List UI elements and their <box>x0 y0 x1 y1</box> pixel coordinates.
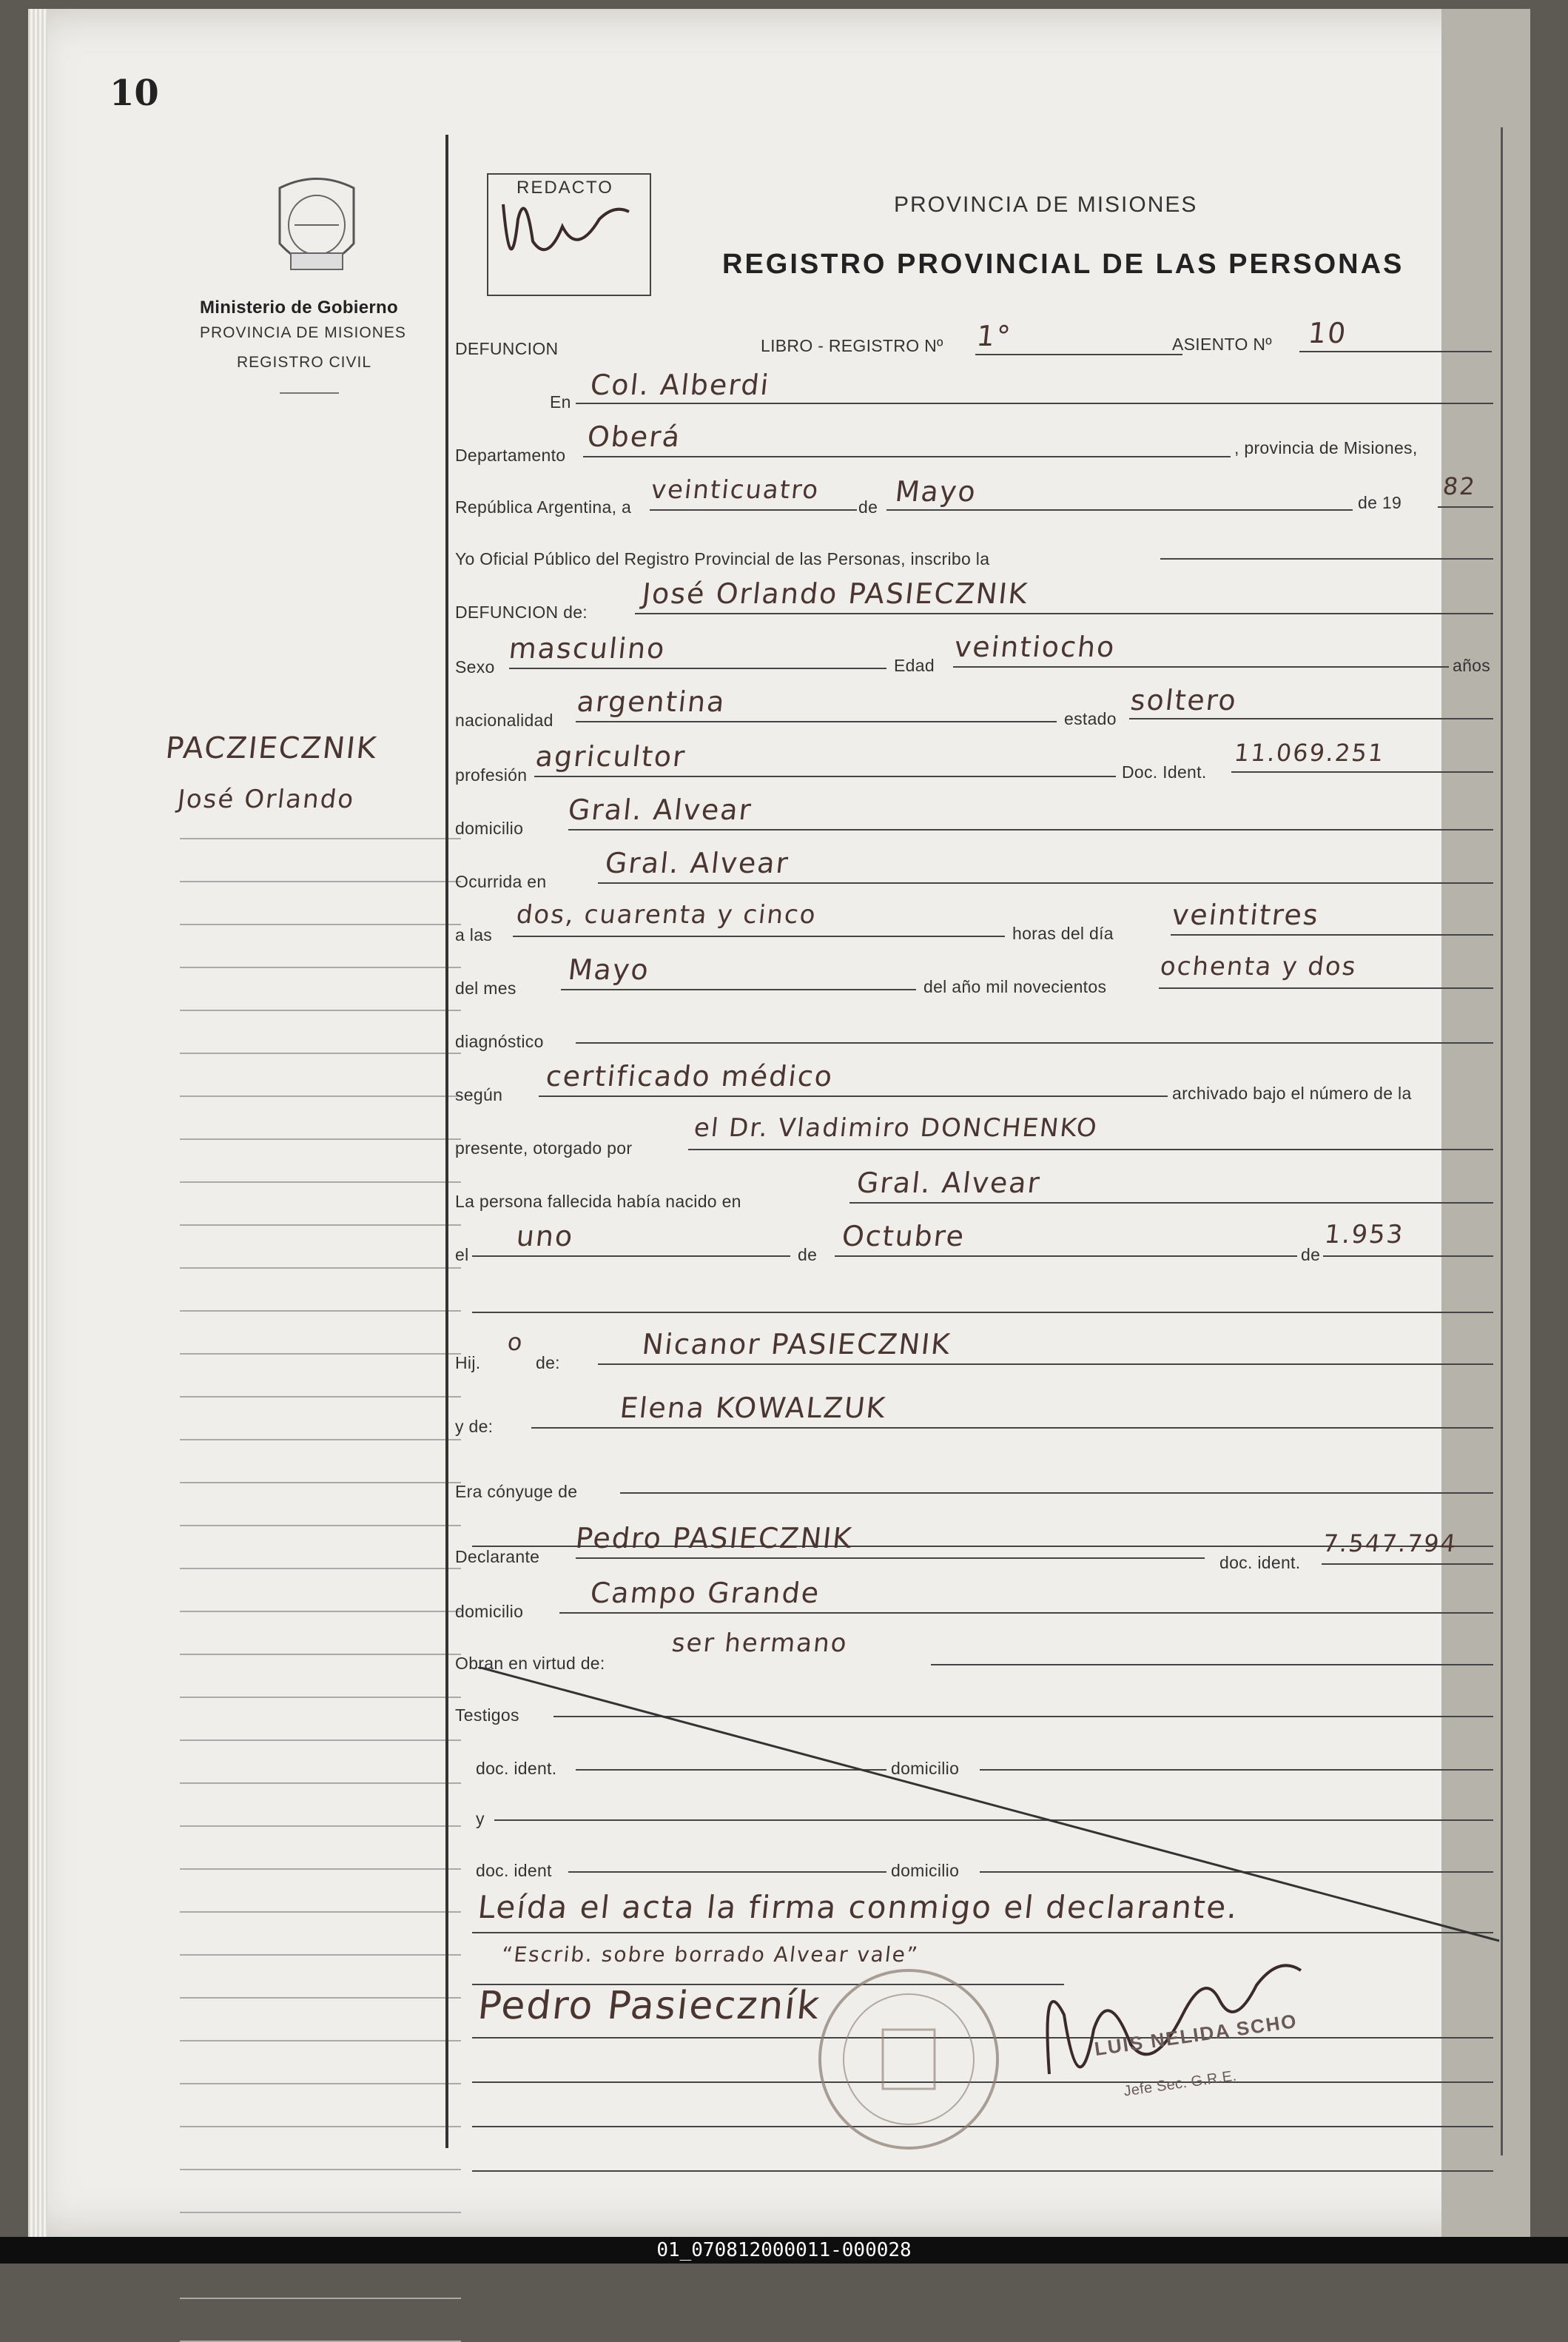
fill-line <box>598 882 1493 884</box>
act-type: DEFUNCION <box>455 339 559 358</box>
label-de-mes: de <box>858 497 878 517</box>
value-firma: Pedro Pasieczník <box>475 1984 824 2028</box>
official-stamp-text: LUIS NELIDA SCHO <box>1093 2009 1299 2061</box>
label-hij: Hij. <box>455 1353 481 1372</box>
value-declarante-domicilio: Campo Grande <box>588 1577 822 1609</box>
province-small: PROVINCIA DE MISIONES <box>200 324 406 341</box>
fill-line <box>513 936 1005 937</box>
margin-rule-line <box>180 1739 461 1741</box>
margin-rule-line <box>180 2298 461 2299</box>
margin-rule-line <box>180 1310 461 1312</box>
fill-line <box>620 1492 1493 1494</box>
label-diagnostico: diagnóstico <box>455 1032 544 1051</box>
fill-line <box>576 1557 1205 1559</box>
label-a-las: a las <box>455 925 493 944</box>
margin-rule-line <box>180 1095 461 1097</box>
label-yo-oficial: Yo Oficial Público del Registro Provincial de las Personas, inscribo la <box>455 549 990 568</box>
label-archivado: archivado bajo el número de la <box>1172 1084 1412 1103</box>
margin-rule-line <box>180 1138 461 1140</box>
value-declarante: Pedro PASIECZNIK <box>573 1522 855 1554</box>
value-nacido-en: Gral. Alvear <box>855 1167 1043 1199</box>
value-nota: “Escrib. sobre borrado Alvear vale” <box>500 1942 921 1967</box>
fill-line <box>576 403 1493 404</box>
label-obran: Obran en virtud de: <box>455 1654 605 1673</box>
value-edad: veintiocho <box>952 631 1117 663</box>
value-sexo: masculino <box>507 632 667 665</box>
label-domicilio-testigo-1: domicilio <box>891 1759 960 1778</box>
value-hora: dos, cuarenta y cinco <box>514 900 818 930</box>
redacto-stamp <box>487 173 651 296</box>
fill-line <box>931 1664 1493 1665</box>
label-nacido-en: La persona fallecida había nacido en <box>455 1192 741 1211</box>
label-de-year: de 19 <box>1358 493 1402 512</box>
fill-line <box>635 613 1493 614</box>
label-del-mes: del mes <box>455 979 517 998</box>
value-obran: ser hermano <box>670 1628 849 1658</box>
fill-line <box>472 2170 1493 2172</box>
margin-rule-line <box>180 967 461 968</box>
label-horas-del-dia: horas del día <box>1012 924 1114 943</box>
fill-line <box>1159 987 1493 989</box>
value-domicilio: Gral. Alvear <box>566 793 754 826</box>
value-nac-dia: uno <box>514 1220 576 1252</box>
margin-rule-line <box>180 2126 461 2127</box>
fill-line <box>534 776 1116 777</box>
value-declarante-doc: 7.547.794 <box>1322 1529 1458 1557</box>
image-identifier: 01_070812000011-000028 <box>0 2237 1568 2264</box>
provincial-crest-icon <box>265 173 369 292</box>
label-domicilio: domicilio <box>455 819 524 838</box>
value-nac-ano: 1.953 <box>1322 1220 1406 1249</box>
margin-rule-line <box>180 2169 461 2170</box>
label-de-nac-ano: de <box>1301 1245 1321 1264</box>
diagonal-cancel-line <box>448 1667 1507 1948</box>
margin-rule-line <box>180 1267 461 1269</box>
margin-given-name: José Orlando <box>175 785 357 814</box>
value-mes-registro: Mayo <box>893 475 979 508</box>
label-anos: años <box>1453 656 1491 675</box>
divider <box>280 392 339 394</box>
margin-rule-line <box>180 1353 461 1355</box>
label-profesion: profesión <box>455 765 528 785</box>
label-provincia: , provincia de Misiones, <box>1234 438 1418 457</box>
value-padre: Nicanor PASIECZNIK <box>640 1328 953 1360</box>
label-el: el <box>455 1245 469 1264</box>
fill-line <box>886 509 1353 511</box>
margin-rule-line <box>180 1825 461 1827</box>
margin-rule-line <box>180 1439 461 1440</box>
margin-rule-line <box>180 881 461 882</box>
libro-label: LIBRO - REGISTRO Nº <box>761 336 943 355</box>
fill-line <box>583 456 1231 457</box>
label-y-de: y de: <box>455 1417 494 1436</box>
margin-rule-line <box>180 1654 461 1655</box>
margin-rule-line <box>180 2212 461 2213</box>
fill-line <box>568 829 1493 831</box>
fill-line <box>531 1427 1493 1429</box>
page-stack-edge <box>28 9 47 2237</box>
fill-line <box>576 1042 1493 1044</box>
margin-rule-line <box>180 1482 461 1483</box>
label-segun: según <box>455 1085 503 1104</box>
stamp-initials-signature <box>488 175 650 295</box>
value-dia-registro: veinticuatro <box>649 475 821 505</box>
fill-line <box>650 509 857 511</box>
label-domicilio-testigo-2: domicilio <box>891 1861 960 1880</box>
value-estado: soltero <box>1128 684 1239 717</box>
margin-rule-line <box>180 1224 461 1226</box>
label-doc-ident-no-dot: doc. ident <box>476 1861 552 1880</box>
official-stamp-title: Jefe Sec. G.R.E. <box>1123 2067 1238 2100</box>
fill-line <box>849 1202 1493 1204</box>
label-hijo-de: de: <box>536 1353 560 1372</box>
value-ocurrida-en: Gral. Alvear <box>603 847 791 879</box>
label-doc-ident-short: doc. ident. <box>476 1759 557 1778</box>
margin-rule-line <box>180 1396 461 1398</box>
label-estado: estado <box>1064 709 1117 728</box>
margin-rule-line <box>180 2040 461 2041</box>
margin-surname: PACZIECZNIK <box>164 731 380 765</box>
margin-rule-line <box>180 1568 461 1569</box>
value-ano: ochenta y dos <box>1158 952 1359 982</box>
fill-line <box>1129 718 1493 719</box>
label-sexo: Sexo <box>455 657 495 677</box>
value-lugar: Col. Alberdi <box>588 369 772 401</box>
label-defuncion-de: DEFUNCION de: <box>455 603 588 622</box>
fill-line <box>509 668 886 669</box>
fill-line <box>1231 771 1493 773</box>
margin-rule-line <box>180 1868 461 1870</box>
value-dia: veintitres <box>1170 899 1322 931</box>
margin-rule-line <box>180 838 461 839</box>
label-declarante: Declarante <box>455 1547 540 1566</box>
fill-line <box>1171 934 1493 936</box>
label-en: En <box>550 392 571 412</box>
margin-rule-line <box>180 1697 461 1698</box>
margin-rule-line <box>180 2083 461 2084</box>
fill-line <box>953 666 1449 668</box>
label-edad: Edad <box>894 656 935 675</box>
fill-line <box>1438 506 1493 508</box>
value-profesion: agricultor <box>534 740 688 773</box>
value-fallecido: José Orlando PASIECZNIK <box>640 577 1030 610</box>
label-presente: presente, otorgado por <box>455 1138 633 1158</box>
fill-line <box>598 1363 1493 1365</box>
fill-line <box>1323 1255 1493 1257</box>
registry-seal-icon <box>812 1963 1005 2155</box>
asiento-value: 10 <box>1306 317 1349 349</box>
label-del-ano: del año mil novecientos <box>923 977 1107 996</box>
redacto-label: REDACTO <box>517 178 613 198</box>
fill-line <box>559 1612 1493 1614</box>
document-page <box>28 9 1530 2237</box>
label-doc-ident: Doc. Ident. <box>1122 762 1207 782</box>
fill-line <box>472 1312 1493 1313</box>
margin-rule-line <box>180 1010 461 1011</box>
value-departamento: Oberá <box>585 420 683 453</box>
value-segun: certificado médico <box>544 1060 835 1093</box>
value-hijo-o: o <box>506 1328 525 1356</box>
fill-line <box>472 1255 790 1257</box>
fill-line <box>688 1149 1493 1150</box>
label-de-nac-mes: de <box>798 1245 818 1264</box>
label-testigos: Testigos <box>455 1705 519 1725</box>
margin-rule-line <box>180 1525 461 1526</box>
margin-rule-line <box>180 1053 461 1054</box>
label-republica: República Argentina, a <box>455 497 632 517</box>
margin-rule-line <box>180 924 461 925</box>
margin-rule-line <box>180 1782 461 1784</box>
margin-rule-line <box>180 1181 461 1183</box>
fill-line <box>539 1095 1168 1097</box>
margin-rule-line <box>180 1911 461 1913</box>
fill-line <box>835 1255 1297 1257</box>
label-ocurrida-en: Ocurrida en <box>455 872 547 891</box>
margin-rule-line <box>180 1997 461 1999</box>
value-mes: Mayo <box>566 953 652 986</box>
margin-rule-line <box>180 1954 461 1956</box>
value-otorgado-por: el Dr. Vladimiro DONCHENKO <box>692 1113 1100 1143</box>
label-domicilio-declarante: domicilio <box>455 1602 524 1621</box>
value-madre: Elena KOWALZUK <box>618 1392 888 1424</box>
libro-value: 1° <box>975 320 1014 352</box>
page-number: 10 <box>110 73 159 114</box>
civil-registry: REGISTRO CIVIL <box>237 354 372 371</box>
fill-line <box>1322 1563 1493 1565</box>
fill-line <box>561 989 916 990</box>
label-conyuge: Era cónyuge de <box>455 1482 578 1501</box>
value-ano-registro: 82 <box>1441 472 1478 500</box>
province-title: PROVINCIA DE MISIONES <box>894 192 1198 217</box>
ministry-name: Ministerio de Gobierno <box>200 298 398 318</box>
fill-line <box>576 721 1057 722</box>
registry-title: REGISTRO PROVINCIAL DE LAS PERSONAS <box>722 249 1404 280</box>
label-departamento: Departamento <box>455 446 566 465</box>
value-nacionalidad: argentina <box>575 685 727 718</box>
fill-line <box>1160 558 1493 560</box>
label-y-testigo: y <box>476 1809 485 1828</box>
value-leida: Leída el acta la firma conmigo el declarante. <box>476 1889 1241 1925</box>
margin-rule-line <box>180 1611 461 1612</box>
value-nac-mes: Octubre <box>840 1220 967 1252</box>
value-doc-ident: 11.069.251 <box>1233 739 1387 767</box>
label-doc-ident-lower: doc. ident. <box>1219 1553 1301 1572</box>
label-nacionalidad: nacionalidad <box>455 711 553 730</box>
asiento-label: ASIENTO Nº <box>1172 335 1272 354</box>
